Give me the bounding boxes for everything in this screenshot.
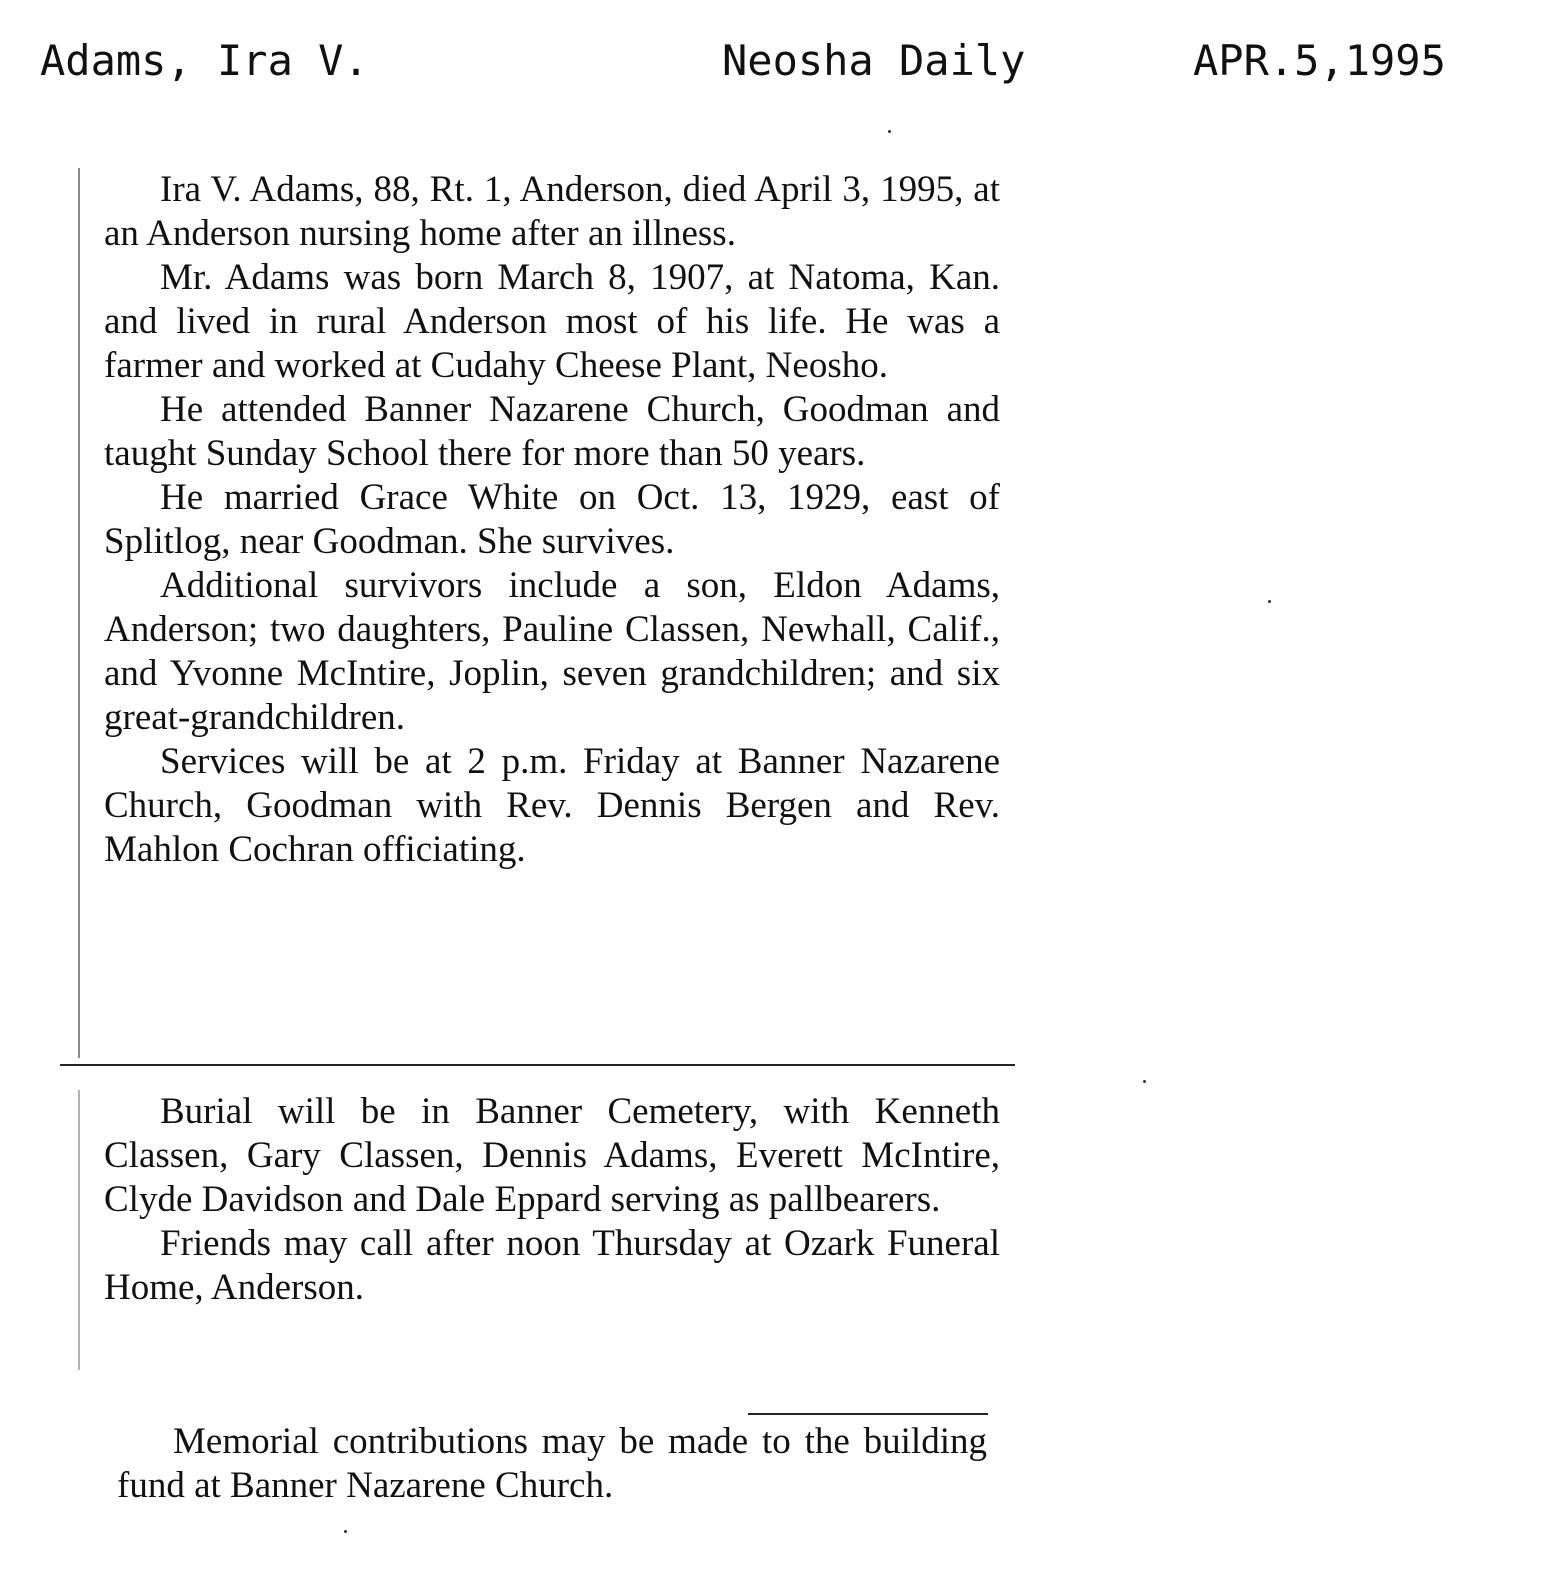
obituary-paragraph: Friends may call after noon Thursday at Ozark Funeral Home, Anderson. — [104, 1223, 1000, 1308]
obituary-paragraph: Mr. Adams was born March 8, 1907, at Natoma, Kan. and lived in rural Anderson most of his life. He was a farmer and worked at Cudahy Cheese Plant, Neosho. — [104, 257, 1000, 386]
clipping-header — [0, 36, 1563, 96]
memorial-paragraph: Memorial contributions may be made to the building fund at Banner Nazarene Church. — [117, 1421, 987, 1506]
obituary-continued-column — [78, 1090, 1000, 1370]
scan-speck — [888, 130, 891, 133]
scan-speck — [1268, 600, 1271, 603]
publication-date: APR.5,1995 — [1193, 36, 1446, 85]
obituary-column — [78, 168, 1000, 1058]
scan-speck — [1143, 1080, 1146, 1083]
obituary-paragraph: Ira V. Adams, 88, Rt. 1, Anderson, died April 3, 1995, at an Anderson nursing home after an illness. — [104, 169, 1000, 254]
obituary-paragraph: He attended Banner Nazarene Church, Goodman and taught Sunday School there for more than 50 years. — [104, 389, 1000, 474]
obituary-paragraph: Burial will be in Banner Cemetery, with Kenneth Classen, Gary Classen, Dennis Adams, Everett McIntire, Clyde Davidson and Dale Eppard serving as pallbearers. — [104, 1091, 1000, 1220]
obituary-paragraph: Services will be at 2 p.m. Friday at Banner Nazarene Church, Goodman with Rev. Dennis Bergen and Rev. Mahlon Cochran officiating. — [104, 741, 1000, 870]
obituary-paragraph: He married Grace White on Oct. 13, 1929, east of Splitlog, near Goodman. She survives. — [104, 477, 1000, 562]
short-divider — [748, 1413, 988, 1415]
scan-speck — [344, 1530, 347, 1533]
obituary-paragraph: Additional survivors include a son, Eldon Adams, Anderson; two daughters, Pauline Classen, Newhall, Calif., and Yvonne McIntire, Joplin, seven grandchildren; and six great-grandchildren. — [104, 565, 1000, 738]
column-divider — [60, 1064, 1015, 1066]
decedent-name: Adams, Ira V. — [40, 36, 369, 85]
memorial-note — [95, 1420, 987, 1508]
newspaper-name: Neosha Daily — [722, 36, 1026, 85]
